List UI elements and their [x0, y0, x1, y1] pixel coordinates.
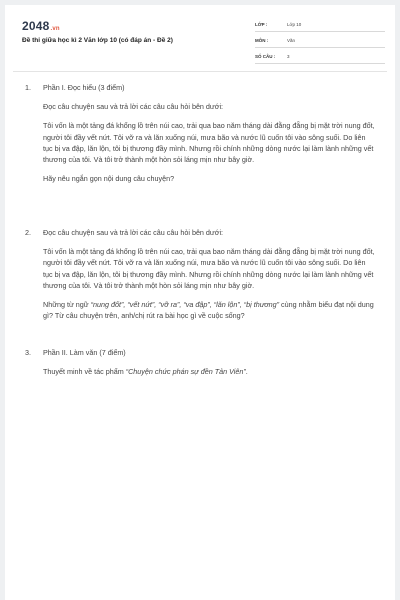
- question-instruction: Đọc câu chuyện sau và trả lời các câu câu hỏi bên dưới:: [43, 102, 224, 112]
- question-terms: “nung đốt”, “vết nứt”, “vỡ ra”, “va đập”, “lăn lộn”, “bị thương”: [90, 300, 279, 310]
- question-text: [43, 299, 375, 321]
- question-passage: Tôi vốn là một tảng đá khổng lồ trên núi cao, trải qua bao năm tháng dài đằng đẵng bị mặt trời nung đốt, người tôi đầy vết nứt. Tôi vỡ ra và lăn xuống núi, mưa bão và nước lũ cuốn tôi vào sông suối. Do liên tục bị va đập, lăn lộn, tôi bị thương đầy mình. Nhưng rồi chính những dòng nước lại làm lành những vết thương của tôi. Và tôi trở thành một hòn sỏi láng mịn như bây giờ.: [43, 121, 375, 165]
- essay-prompt: [43, 366, 375, 377]
- meta-subject-row: [255, 36, 385, 48]
- prompt-work-title: “Chuyện chức phán sự đền Tản Viên”: [125, 367, 246, 377]
- meta-class-row: [255, 20, 385, 32]
- question-suffix: cùng nhằm biểu đạt nội dung gì? Từ câu chuyện trên, anh/chị rút ra bài học gì về cuộc sống?: [43, 300, 374, 321]
- site-logo[interactable]: [22, 19, 60, 33]
- logo-suffix: .vn: [50, 26, 60, 32]
- question-number: 1.: [25, 83, 31, 92]
- meta-class-value: Lớp 10: [287, 22, 302, 27]
- question-2: [25, 227, 375, 329]
- question-prefix: Những từ ngữ: [43, 300, 91, 310]
- meta-subject-value: Văn: [287, 38, 296, 43]
- prompt-prefix: Thuyết minh về tác phẩm: [43, 367, 126, 377]
- meta-class-label: LỚP :: [255, 22, 268, 27]
- section-title: Phần II. Làm văn (7 điểm): [43, 348, 126, 357]
- question-number: 2.: [25, 228, 31, 237]
- question-text: Hãy nêu ngắn gọn nội dung câu chuyện?: [43, 174, 175, 184]
- question-number: 3.: [25, 348, 31, 357]
- question-instruction: Đọc câu chuyện sau và trả lời các câu câu hỏi bên dưới:: [43, 228, 224, 237]
- question-passage: Tôi vốn là một tảng đá khổng lồ trên núi cao, trải qua bao năm tháng dài đằng đẵng bị mặt trời nung đốt, người tôi đầy vết nứt. Tôi vỡ ra và lăn xuống núi, mưa bão và nước lũ cuốn tôi vào sông suối. Do liên tục bị va đập, lăn lộn, tôi bị thương đầy mình. Nhưng rồi chính những dòng nước lại làm lành những vết thương của tôi. Và tôi trở thành một hòn sỏi láng mịn như bây giờ.: [43, 247, 375, 290]
- prompt-suffix: .: [245, 367, 248, 377]
- exam-title: Đề thi giữa học kì 2 Văn lớp 10 (có đáp án - Đề 2): [22, 37, 173, 44]
- meta-count-label: SỐ CÂU :: [255, 54, 276, 59]
- exam-meta: [255, 20, 385, 68]
- logo-text: 2048: [22, 19, 50, 33]
- exam-page: [5, 5, 395, 600]
- question-3: [25, 347, 375, 385]
- section-title: Phần I. Đọc hiểu (3 điểm): [43, 83, 125, 92]
- meta-count-value: 3: [287, 54, 290, 59]
- header-divider: [13, 71, 387, 72]
- question-1: [25, 82, 375, 192]
- meta-subject-label: MÔN :: [255, 38, 269, 43]
- meta-count-row: [255, 52, 385, 64]
